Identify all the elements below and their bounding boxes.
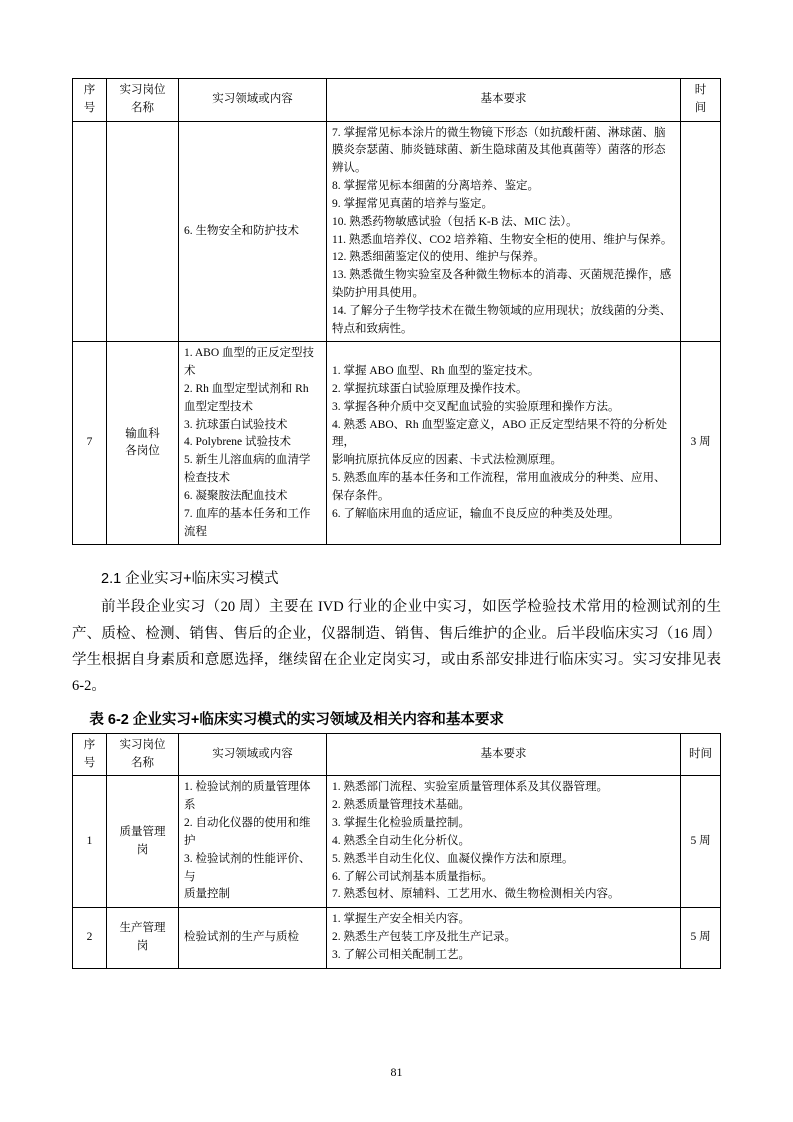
cell-field: 6. 生物安全和防护技术: [179, 121, 327, 342]
cell-post: 生产管理 岗: [107, 908, 179, 968]
cell-no: 2: [73, 908, 107, 968]
table-internship-part2: [72, 733, 721, 969]
cell-field: 1. 检验试剂的质量管理体 系 2. 自动化仪器的使用和维 护 3. 检验试剂的性能评价、与 质量控制: [179, 776, 327, 908]
cell-requirements: 1. 掌握生产安全相关内容。 2. 熟悉生产包装工序及批生产记录。 3. 了解公司相关配制工艺。: [327, 908, 681, 968]
header-time: 时间: [681, 733, 721, 776]
table-header-row: [73, 733, 721, 776]
cell-no: 7: [73, 342, 107, 545]
table-row: [73, 908, 721, 968]
cell-field: 检验试剂的生产与质检: [179, 908, 327, 968]
cell-no: 1: [73, 776, 107, 908]
section-heading: 2.1 企业实习+临床实习模式: [101, 571, 279, 588]
cell-field: 1. ABO 血型的正反定型技 术 2. Rh 血型定型试剂和 Rh 血型定型技术 3. 抗球蛋白试验技术 4. Polybrene 试验技术 5. 新生儿溶血病的血清学 检查技术 6. 凝聚胺法配血技术 7. 血库的基本任务和工作 流程: [179, 342, 327, 545]
cell-time: 5 周: [681, 776, 721, 908]
header-field-content: 实习领域或内容: [179, 79, 327, 122]
section-paragraph: 前半段企业实习（20 周）主要在 IVD 行业的企业中实习，如医学检验技术常用的检测试剂的生产、质检、检测、销售、售后的企业，仪器制造、销售、售后维护的企业。后半段临床实习（16 周）学生根据自身素质和意愿选择，继续留在企业定岗实习，或由系部安排进行临床实习。实习安排见表 6-2。: [72, 599, 721, 695]
table-internship-part1: [72, 78, 721, 545]
table2-caption: 表 6-2 企业实习+临床实习模式的实习领域及相关内容和基本要求: [89, 711, 504, 728]
header-time: 时 间: [681, 79, 721, 122]
cell-post: 输血科 各岗位: [107, 342, 179, 545]
cell-post: 质量管理 岗: [107, 776, 179, 908]
cell-no: [73, 121, 107, 342]
header-field-content: 实习领域或内容: [179, 733, 327, 776]
table-row: [73, 342, 721, 545]
cell-requirements: 1. 熟悉部门流程、实验室质量管理体系及其仪器管理。 2. 熟悉质量管理技术基础。 3. 掌握生化检验质量控制。 4. 熟悉全自动生化分析仪。 5. 熟悉半自动生化仪、血凝仪操作方法和原理。 6. 了解公司试剂基本质量指标。 7. 熟悉包材、原辅料、工艺用水、微生物检测相关内容。: [327, 776, 681, 908]
header-no: 序 号: [73, 79, 107, 122]
table-row: [73, 776, 721, 908]
cell-time: 3 周: [681, 342, 721, 545]
table-row: [73, 121, 721, 342]
header-post-name: 实习岗位 名称: [107, 733, 179, 776]
cell-post: [107, 121, 179, 342]
cell-time: [681, 121, 721, 342]
page-number: 81: [390, 1065, 403, 1079]
header-post-name: 实习岗位 名称: [107, 79, 179, 122]
cell-requirements: 7. 掌握常见标本涂片的微生物镜下形态（如抗酸杆菌、淋球菌、脑 膜炎奈瑟菌、肺炎链球菌、新生隐球菌及其他真菌等）菌落的形态 辨认。 8. 掌握常见标本细菌的分离培养、鉴定。 9. 掌握常见真菌的培养与鉴定。 10. 熟悉药物敏感试验（包括 K‐B 法、MIC 法）。 11. 熟悉血培养仪、CO2 培养箱、生物安全柜的使用、维护与保养。 12. 熟悉细菌鉴定仪的使用、维护与保养。 13. 熟悉微生物实验室及各种微生物标本的消毒、灭菌规范操作，感 染防护用具使用。 14. 了解分子生物学技术在微生物领域的应用现状；放线菌的分类、 特点和致病性。: [327, 121, 681, 342]
header-no: 序 号: [73, 733, 107, 776]
header-basic-requirements: 基本要求: [327, 79, 681, 122]
table-header-row: [73, 79, 721, 122]
cell-requirements: 1. 掌握 ABO 血型、Rh 血型的鉴定技术。 2. 掌握抗球蛋白试验原理及操作技术。 3. 掌握各种介质中交叉配血试验的实验原理和操作方法。 4. 熟悉 ABO、Rh 血型鉴定意义，ABO 正反定型结果不符的分析处理， 影响抗原抗体反应的因素、卡式法检测原理。 5. 熟悉血库的基本任务和工作流程，常用血液成分的种类、应用、 保存条件。 6. 了解临床用血的适应证，输血不良反应的种类及处理。: [327, 342, 681, 545]
header-basic-requirements: 基本要求: [327, 733, 681, 776]
cell-time: 5 周: [681, 908, 721, 968]
